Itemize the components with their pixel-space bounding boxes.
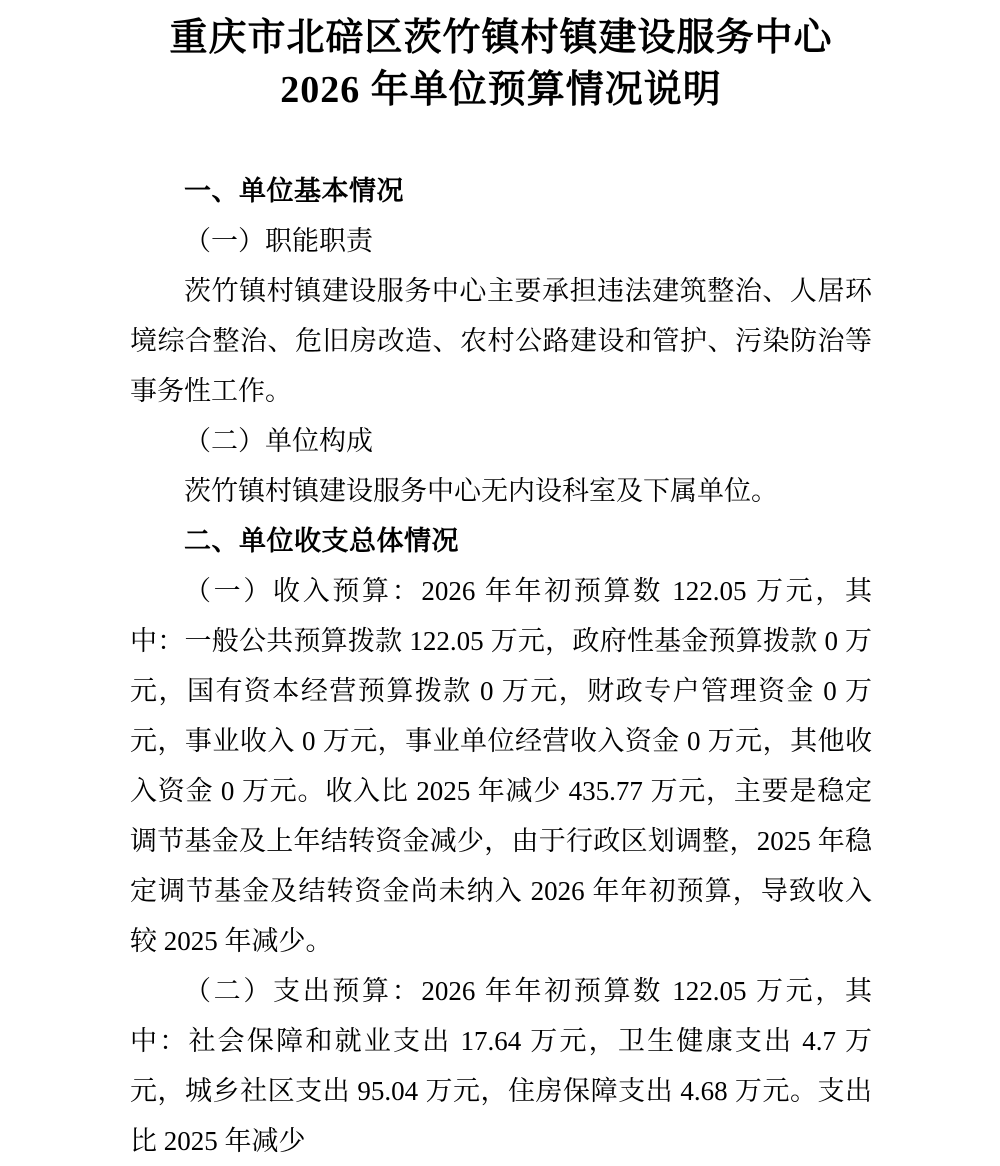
section-heading-revenue-expenditure: 二、单位收支总体情况: [184, 526, 459, 556]
subsection-heading-composition: （二）单位构成: [184, 426, 373, 456]
document-body: [130, 166, 872, 1166]
paragraph-composition: 茨竹镇村镇建设服务中心无内设科室及下属单位。: [184, 476, 778, 506]
expense-budget-lead: （二）支出预算：: [184, 976, 422, 1006]
income-budget-lead: （一）收入预算：: [184, 576, 422, 606]
document-title-line2: 2026 年单位预算情况说明: [280, 69, 722, 111]
subsection-heading-duties: （一）职能职责: [184, 226, 373, 256]
income-budget-text: 2026 年年初预算数 122.05 万元，其中：一般公共预算拨款 122.05 万元，政府性基金预算拨款 0 万元，国有资本经营预算拨款 0 万元，财政专户管理资金 0 万元，事业收入 0 万元，事业单位经营收入资金 0 万元，其他收入资金 0 万元。收入比 2025 年减少 435.77 万元，主要是稳定调节基金及上年结转资金减少，由于行政区划调整，2025 年稳定调节基金及结转资金尚未纳入 2026 年年初预算，导致收入较 2025 年减少。: [130, 576, 873, 956]
paragraph-income-budget: [130, 566, 872, 966]
paragraph-expense-budget: [130, 966, 872, 1166]
section-heading-basic-info: 一、单位基本情况: [184, 176, 404, 206]
paragraph-duties: 茨竹镇村镇建设服务中心主要承担违法建筑整治、人居环境综合整治、危旧房改造、农村公路建设和管护、污染防治等事务性工作。: [130, 276, 872, 406]
document-title: [130, 12, 872, 116]
expense-budget-text: 2026 年年初预算数 122.05 万元，其中：社会保障和就业支出 17.64 万元，卫生健康支出 4.7 万元，城乡社区支出 95.04 万元，住房保障支出 4.68 万元。支出比 2025 年减少: [130, 976, 873, 1156]
document-title-line1: 重庆市北碚区茨竹镇村镇建设服务中心: [169, 17, 833, 59]
